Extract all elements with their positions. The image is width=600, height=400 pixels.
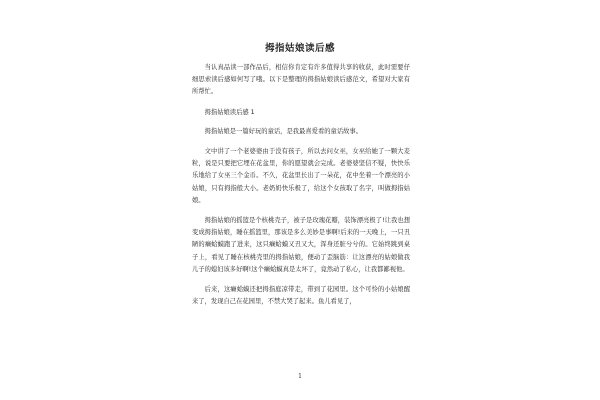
intro-paragraph: 当认真品读一部作品后，相信你肯定有许多值得共享的收获，此时需要仔细思索读后感如何写了哦。以下是整理的拇指姑娘读后感范文，希望对大家有所帮忙。 — [192, 64, 410, 96]
document-body — [192, 62, 410, 316]
section-heading: 拇指姑娘读后感 1 — [204, 108, 255, 116]
body-paragraph: 拇指姑娘是一篇好玩的童话，是我最喜爱看的童话故事。 — [204, 127, 363, 135]
body-paragraph: 后来，这癞蛤蟆还把拇指庭凉带走，带到了花园里。这个可怜的小姑娘醒来了，发现自己在花园里，不禁大哭了起来。鱼儿看见了， — [192, 286, 410, 306]
document-title: 拇指姑娘读后感 — [264, 43, 335, 54]
page-number: 1 — [298, 373, 302, 380]
body-paragraph: 文中讲了一个老婆婆由于没有孩子，所以去问女巫，女巫给她了一颗大麦粒，说是只要把它埋在花盆里，你的愿望就会完成。老婆婆坚信不疑，快快乐乐地给了女巫三个金币。不久，花盆里长出了一朵花，花中坐着一个漂亮的小姑娘，只有拇指般大小。老奶奶快乐极了，给这个女孩取了名字，叫做拇指姑娘。 — [192, 148, 410, 204]
body-paragraph: 拇指姑娘的摇篮是个核桃壳子，被子是玫瑰花瓣，装饰漂亮极了!让我也想变成拇指姑娘，睡在摇篮里，那该是多么美妙是事啊!后来的一天晚上，一只丑陋的癞蛤蟆跑了进来，这只癞蛤蟆又丑又大，浑身还脏兮兮的。它始终跳到桌子上，看见了睡在核桃壳里的拇指姑娘，便动了歪脑筋：让这漂亮的姑娘做我儿子的媳妇该多好啊!这个癞蛤蟆真是太坏了，竟然动了私心，让我都鄙视他。 — [192, 217, 410, 273]
